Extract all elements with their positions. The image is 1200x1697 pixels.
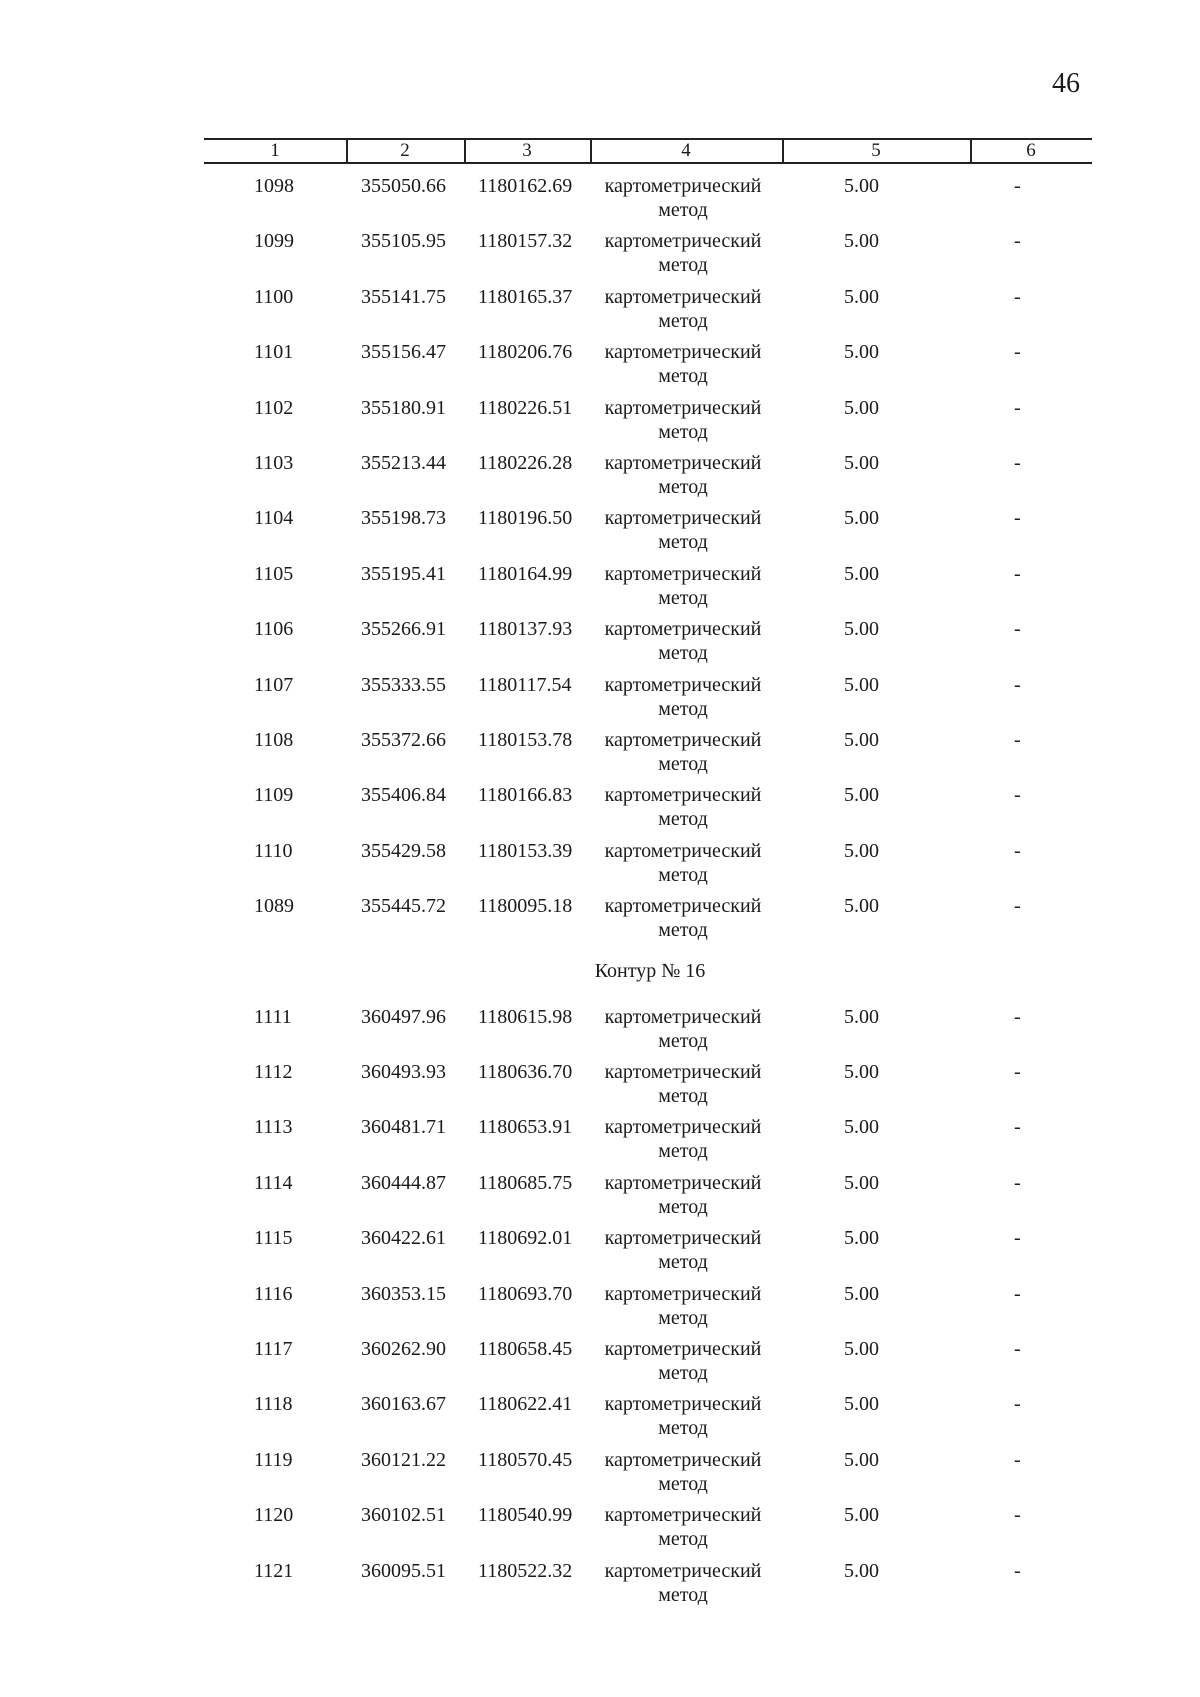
note-value: -	[1014, 285, 1021, 308]
method-line-1: картометрический	[604, 839, 762, 862]
method-line-1: картометрический	[604, 1338, 762, 1360]
note-value: -	[1014, 452, 1021, 474]
note-value: -	[1014, 1393, 1021, 1416]
table-row	[0, 1448, 1200, 1500]
table-row	[0, 1115, 1200, 1167]
method-cell	[603, 1392, 763, 1440]
point-number: 1101	[254, 341, 294, 364]
coordinate-y: 1180153.78	[478, 729, 573, 751]
note-value: -	[1014, 562, 1021, 585]
note-value: -	[1014, 175, 1021, 197]
method-line-1: картометрический	[604, 230, 762, 253]
column-header-3: 3	[522, 140, 532, 161]
coordinate-x: 360121.22	[361, 1448, 446, 1471]
note-value: -	[1014, 341, 1021, 364]
coordinate-x: 360497.96	[361, 1005, 446, 1028]
point-number: 1089	[254, 895, 294, 918]
coordinate-y: 1180226.51	[478, 396, 573, 419]
accuracy-value: 5.00	[844, 1393, 879, 1416]
note-value: -	[1014, 895, 1021, 918]
note-value: -	[1014, 507, 1021, 530]
coordinate-y: 1180157.32	[478, 230, 573, 253]
table-row	[0, 728, 1200, 780]
coordinate-x: 355050.66	[361, 175, 446, 197]
coordinate-x: 355180.91	[361, 396, 446, 419]
accuracy-value: 5.00	[844, 1282, 879, 1305]
point-number: 1112	[254, 1061, 293, 1083]
table-row	[0, 1392, 1200, 1444]
coordinate-y: 1180615.98	[478, 1005, 573, 1028]
coordinate-y: 1180153.39	[478, 839, 573, 862]
coordinate-y: 1180693.70	[478, 1282, 573, 1305]
accuracy-value: 5.00	[844, 895, 879, 918]
method-line-1: картометрический	[604, 285, 762, 308]
method-line-2: метод	[658, 919, 708, 942]
accuracy-value: 5.00	[844, 230, 879, 253]
point-number: 1102	[254, 396, 294, 419]
column-header-4: 4	[681, 140, 691, 161]
accuracy-value: 5.00	[844, 562, 879, 585]
table-row	[0, 1171, 1200, 1223]
table-row	[0, 1503, 1200, 1555]
method-line-2: метод	[658, 476, 708, 498]
column-header-6: 6	[1026, 140, 1036, 161]
note-value: -	[1014, 1061, 1021, 1083]
point-number: 1109	[254, 784, 294, 807]
accuracy-value: 5.00	[844, 1559, 879, 1582]
point-number: 1108	[254, 729, 294, 751]
method-line-1: картометрический	[604, 1171, 762, 1194]
method-cell	[603, 728, 763, 776]
accuracy-value: 5.00	[844, 175, 879, 197]
coordinate-y: 1180206.76	[478, 341, 573, 364]
note-value: -	[1014, 618, 1021, 641]
coordinate-x: 355141.75	[361, 285, 446, 308]
coordinate-x: 355105.95	[361, 230, 446, 253]
note-value: -	[1014, 839, 1021, 862]
coordinate-y: 1180137.93	[478, 618, 573, 641]
table-row	[0, 783, 1200, 835]
method-cell	[603, 617, 763, 665]
note-value: -	[1014, 729, 1021, 751]
note-value: -	[1014, 396, 1021, 419]
table-row	[0, 174, 1200, 226]
coordinate-x: 360163.67	[361, 1393, 446, 1416]
point-number: 1105	[254, 562, 294, 585]
method-cell	[603, 506, 763, 554]
method-line-1: картометрический	[604, 1393, 762, 1416]
table-row	[0, 562, 1200, 614]
method-cell	[603, 1448, 763, 1496]
accuracy-value: 5.00	[844, 673, 879, 696]
accuracy-value: 5.00	[844, 341, 879, 364]
coordinate-x: 360493.93	[361, 1061, 446, 1083]
coordinate-y: 1180117.54	[478, 673, 572, 696]
method-line-2: метод	[658, 642, 708, 665]
accuracy-value: 5.00	[844, 452, 879, 474]
note-value: -	[1014, 1282, 1021, 1305]
point-number: 1115	[254, 1227, 293, 1250]
coordinate-x: 355333.55	[361, 673, 446, 696]
method-line-2: метод	[658, 1085, 708, 1107]
note-value: -	[1014, 784, 1021, 807]
coordinate-y: 1180522.32	[478, 1559, 573, 1582]
point-number: 1107	[254, 673, 294, 696]
table-row	[0, 285, 1200, 337]
note-value: -	[1014, 1559, 1021, 1582]
accuracy-value: 5.00	[844, 396, 879, 419]
point-number: 1103	[254, 452, 294, 474]
coordinate-y: 1180226.28	[478, 452, 573, 474]
method-line-1: картометрический	[604, 729, 762, 751]
method-cell	[603, 562, 763, 610]
point-number: 1117	[254, 1338, 293, 1360]
method-cell	[603, 1503, 763, 1551]
method-line-1: картометрический	[604, 1061, 762, 1083]
table-row	[0, 229, 1200, 281]
coordinate-y: 1180622.41	[478, 1393, 573, 1416]
point-number: 1121	[254, 1559, 294, 1582]
column-header-2: 2	[400, 140, 410, 161]
coordinate-y: 1180164.99	[478, 562, 573, 585]
accuracy-value: 5.00	[844, 729, 879, 751]
coordinate-y: 1180653.91	[478, 1116, 573, 1139]
accuracy-value: 5.00	[844, 285, 879, 308]
point-number: 1119	[254, 1448, 293, 1471]
method-cell	[603, 1282, 763, 1330]
point-number: 1106	[254, 618, 294, 641]
method-line-2: метод	[658, 1583, 708, 1606]
method-cell	[603, 894, 763, 942]
method-line-2: метод	[658, 1306, 708, 1329]
method-line-1: картометрический	[604, 507, 762, 530]
method-line-1: картометрический	[604, 1282, 762, 1305]
contour-label: Контур № 16	[594, 959, 706, 982]
method-line-2: метод	[658, 753, 708, 775]
method-cell	[603, 451, 763, 499]
method-cell	[603, 340, 763, 388]
note-value: -	[1014, 1338, 1021, 1360]
method-line-2: метод	[658, 531, 708, 554]
note-value: -	[1014, 1005, 1021, 1028]
method-cell	[603, 673, 763, 721]
note-value: -	[1014, 1448, 1021, 1471]
point-number: 1111	[254, 1005, 292, 1028]
coordinate-y: 1180165.37	[478, 285, 573, 308]
coordinate-x: 360095.51	[361, 1559, 446, 1582]
point-number: 1110	[254, 839, 293, 862]
method-cell	[603, 1226, 763, 1274]
method-cell	[603, 839, 763, 887]
table-row	[0, 396, 1200, 448]
method-line-1: картометрический	[604, 784, 762, 807]
coordinate-y: 1180095.18	[478, 895, 573, 918]
note-value: -	[1014, 1504, 1021, 1527]
table-row	[0, 1337, 1200, 1389]
table-row	[0, 340, 1200, 392]
coordinate-x: 355406.84	[361, 784, 446, 807]
method-cell	[603, 1337, 763, 1385]
method-cell	[603, 285, 763, 333]
accuracy-value: 5.00	[844, 1448, 879, 1471]
method-line-1: картометрический	[604, 1116, 762, 1139]
table-row	[0, 506, 1200, 558]
coordinate-x: 360353.15	[361, 1282, 446, 1305]
method-line-2: метод	[658, 420, 708, 443]
table-row	[0, 894, 1200, 946]
coordinate-y: 1180540.99	[478, 1504, 573, 1527]
method-line-2: метод	[658, 1029, 708, 1052]
method-line-1: картометрический	[604, 452, 762, 474]
accuracy-value: 5.00	[844, 839, 879, 862]
point-number: 1098	[254, 175, 294, 197]
table-row	[0, 617, 1200, 669]
coordinate-y: 1180692.01	[478, 1227, 573, 1250]
note-value: -	[1014, 1171, 1021, 1194]
point-number: 1118	[254, 1393, 293, 1416]
note-value: -	[1014, 1116, 1021, 1139]
table-row	[0, 1559, 1200, 1611]
column-header-5: 5	[871, 140, 881, 161]
method-line-2: метод	[658, 808, 708, 831]
coordinate-x: 355266.91	[361, 618, 446, 641]
method-line-1: картометрический	[604, 673, 762, 696]
method-line-1: картометрический	[604, 175, 762, 197]
method-line-2: метод	[658, 1362, 708, 1384]
method-cell	[603, 1559, 763, 1607]
accuracy-value: 5.00	[844, 1005, 879, 1028]
coordinate-x: 360481.71	[361, 1116, 446, 1139]
coordinate-y: 1180166.83	[478, 784, 573, 807]
table-row	[0, 1282, 1200, 1334]
coordinate-x: 360262.90	[361, 1338, 446, 1360]
method-line-1: картометрический	[604, 341, 762, 364]
table-row	[0, 1005, 1200, 1057]
method-line-1: картометрический	[604, 1005, 762, 1028]
accuracy-value: 5.00	[844, 618, 879, 641]
table-row	[0, 451, 1200, 503]
method-line-1: картометрический	[604, 895, 762, 918]
point-number: 1116	[254, 1282, 293, 1305]
accuracy-value: 5.00	[844, 784, 879, 807]
method-cell	[603, 229, 763, 277]
method-line-2: метод	[658, 1251, 708, 1274]
method-line-2: метод	[658, 254, 708, 277]
accuracy-value: 5.00	[844, 1171, 879, 1194]
table-row	[0, 1060, 1200, 1112]
table-row	[0, 673, 1200, 725]
point-number: 1099	[254, 230, 294, 253]
note-value: -	[1014, 230, 1021, 253]
coordinate-x: 360102.51	[361, 1504, 446, 1527]
method-line-2: метод	[658, 1472, 708, 1495]
method-line-2: метод	[658, 863, 708, 886]
point-number: 1104	[254, 507, 294, 530]
point-number: 1113	[254, 1116, 293, 1139]
method-cell	[603, 783, 763, 831]
method-line-2: метод	[658, 697, 708, 720]
coordinate-y: 1180196.50	[478, 507, 573, 530]
method-cell	[603, 174, 763, 222]
accuracy-value: 5.00	[844, 1227, 879, 1250]
coordinate-x: 355156.47	[361, 341, 446, 364]
method-line-2: метод	[658, 199, 708, 221]
accuracy-value: 5.00	[844, 507, 879, 530]
coordinate-y: 1180570.45	[478, 1448, 573, 1471]
method-line-1: картометрический	[604, 1448, 762, 1471]
note-value: -	[1014, 673, 1021, 696]
coordinate-x: 355213.44	[361, 452, 446, 474]
method-line-2: метод	[658, 1140, 708, 1163]
method-line-1: картометрический	[604, 1227, 762, 1250]
coordinate-y: 1180658.45	[478, 1338, 573, 1360]
coordinate-x: 355195.41	[361, 562, 446, 585]
method-line-1: картометрический	[604, 618, 762, 641]
coordinate-x: 355445.72	[361, 895, 446, 918]
coordinate-x: 355429.58	[361, 839, 446, 862]
method-cell	[603, 396, 763, 444]
coordinate-y: 1180162.69	[478, 175, 573, 197]
coordinate-y: 1180685.75	[478, 1171, 573, 1194]
method-line-1: картометрический	[604, 396, 762, 419]
method-line-2: метод	[658, 1528, 708, 1551]
method-line-2: метод	[658, 309, 708, 332]
method-cell	[603, 1115, 763, 1163]
method-line-1: картометрический	[604, 1504, 762, 1527]
table-row	[0, 1226, 1200, 1278]
method-line-1: картометрический	[604, 562, 762, 585]
method-line-2: метод	[658, 586, 708, 609]
method-cell	[603, 1171, 763, 1219]
method-cell	[603, 1005, 763, 1053]
table-row	[0, 839, 1200, 891]
method-line-2: метод	[658, 1195, 708, 1218]
column-header-1: 1	[270, 140, 280, 161]
coordinate-x: 355198.73	[361, 507, 446, 530]
coordinate-y: 1180636.70	[478, 1061, 573, 1083]
coordinate-x: 355372.66	[361, 729, 446, 751]
accuracy-value: 5.00	[844, 1504, 879, 1527]
method-line-2: метод	[658, 365, 708, 388]
accuracy-value: 5.00	[844, 1061, 879, 1083]
method-line-1: картометрический	[604, 1559, 762, 1582]
coordinate-x: 360422.61	[361, 1227, 446, 1250]
accuracy-value: 5.00	[844, 1338, 879, 1360]
point-number: 1120	[254, 1504, 294, 1527]
page-number: 46	[1052, 68, 1080, 99]
method-line-2: метод	[658, 1417, 708, 1440]
coordinate-x: 360444.87	[361, 1171, 446, 1194]
accuracy-value: 5.00	[844, 1116, 879, 1139]
point-number: 1100	[254, 285, 294, 308]
note-value: -	[1014, 1227, 1021, 1250]
method-cell	[603, 1060, 763, 1108]
point-number: 1114	[254, 1171, 293, 1194]
